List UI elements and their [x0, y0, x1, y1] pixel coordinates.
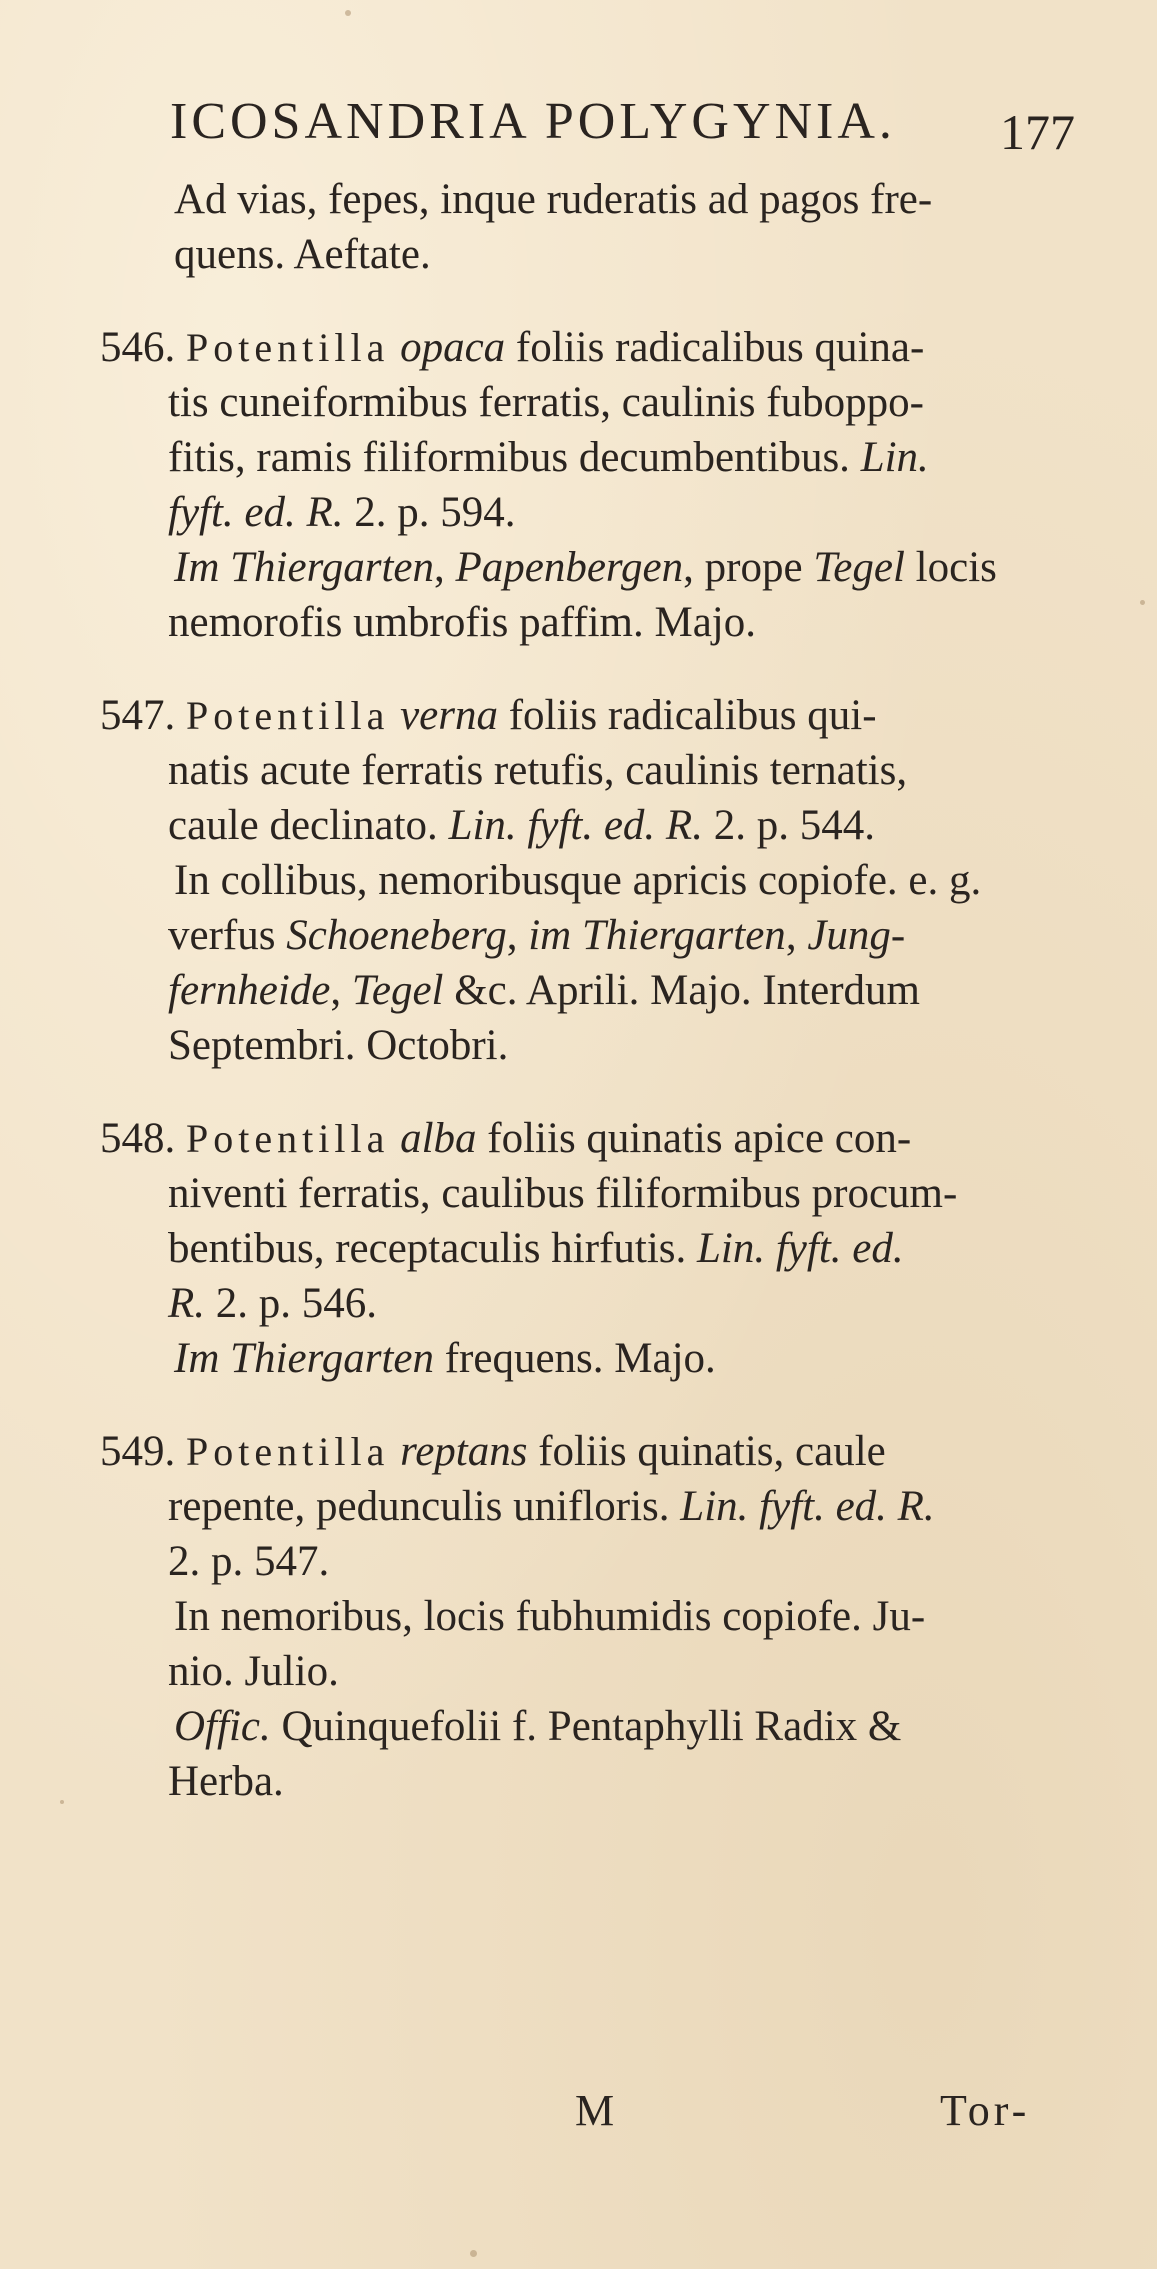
paper-speck	[60, 1800, 64, 1804]
reference-page: 2. p. 546.	[215, 1280, 378, 1327]
text-line: natis acute ferratis retufis, caulinis ternatis,	[168, 747, 908, 794]
genus-name: Potentilla	[186, 1429, 390, 1474]
catchword: Tor-	[940, 2086, 1031, 2135]
reference-text: fyft. ed. R.	[168, 489, 344, 536]
punctuation: ,	[433, 544, 456, 591]
locality-name: Papenbergen	[455, 544, 684, 591]
reference-text: Lin. fyft. ed.	[697, 1225, 904, 1272]
description-text: caule declinato.	[168, 802, 438, 849]
description-text: foliis radicalibus qui-	[508, 692, 877, 739]
punctuation: ,	[330, 967, 352, 1014]
locality-name: Tegel	[351, 967, 444, 1014]
text-line: quens. Aeftate.	[174, 231, 431, 278]
description-text: foliis quinatis, caule	[538, 1428, 886, 1475]
reference-page: 2. p. 594.	[354, 489, 516, 536]
species-name: opaca	[400, 324, 506, 371]
habitat-line: In nemoribus, locis fubhumidis copiofe. Ju-	[174, 1593, 926, 1640]
habitat-text: frequens. Majo.	[433, 1335, 716, 1382]
text-line: tis cuneiformibus ferratis, caulinis fuboppo-	[168, 379, 924, 426]
description-text: foliis radicalibus quina-	[515, 324, 925, 371]
genus-name: Potentilla	[186, 1116, 390, 1161]
species-name: alba	[400, 1115, 477, 1162]
description-text: foliis quinatis apice con-	[487, 1115, 912, 1162]
reference-text: Lin. fyft. ed. R.	[680, 1483, 935, 1530]
reference-page: 2. p. 544.	[713, 802, 875, 849]
running-title: ICOSANDRIA POLYGYNIA.	[170, 93, 896, 150]
locality-name: im Thiergarten	[528, 912, 786, 959]
page-body	[100, 172, 1090, 1809]
locality-name: fernheide	[168, 967, 331, 1014]
entry-547	[100, 688, 1090, 1073]
species-name: verna	[400, 692, 498, 739]
habitat-text: &c. Aprili. Majo. Interdum	[443, 967, 920, 1014]
paper-speck	[1140, 600, 1145, 605]
signature-mark: M	[575, 2086, 615, 2135]
text-line: Ad vias, fepes, inque ruderatis ad pagos fre-	[174, 176, 933, 223]
habitat-text: locis	[904, 544, 997, 591]
locality-name: Im Thiergarten	[174, 544, 434, 591]
habitat-line: In collibus, nemoribusque apricis copiofe. e. g.	[174, 857, 982, 904]
habitat-text: verfus	[168, 912, 287, 959]
reference-text: Lin. fyft. ed. R.	[448, 802, 703, 849]
entry-number: 548.	[100, 1115, 176, 1162]
reference-text: Lin.	[860, 434, 929, 481]
entry-546	[100, 320, 1090, 650]
offic-text: Herba.	[168, 1758, 284, 1805]
intro-paragraph	[100, 172, 1090, 282]
locality-name: Schoeneberg	[286, 912, 507, 959]
entry-number: 549.	[100, 1428, 176, 1475]
genus-name: Potentilla	[186, 325, 390, 370]
habitat-text: , prope	[683, 544, 814, 591]
offic-text: Quinquefolii f. Pentaphylli Radix &	[281, 1703, 902, 1750]
entry-number: 546.	[100, 324, 176, 371]
habitat-line: Septembri. Octobri.	[168, 1022, 509, 1069]
paper-speck	[470, 2250, 477, 2257]
locality-name: Tegel	[813, 544, 905, 591]
habitat-line: nio. Julio.	[168, 1648, 339, 1695]
punctuation: ,	[785, 912, 808, 959]
habitat-line: nemorofis umbrofis paffim. Majo.	[168, 599, 756, 646]
locality-name: Jung-	[807, 912, 906, 959]
entry-548	[100, 1111, 1090, 1386]
description-text: fitis, ramis filiformibus decumbentibus.	[168, 434, 850, 481]
description-text: repente, pedunculis unifloris.	[168, 1483, 670, 1530]
paper-speck	[345, 10, 351, 16]
description-text: bentibus, receptaculis hirfutis.	[168, 1225, 687, 1272]
entry-number: 547.	[100, 692, 176, 739]
text-line: niventi ferratis, caulibus filiformibus procum-	[168, 1170, 958, 1217]
page-number: 177	[1000, 104, 1075, 160]
reference-page: 2. p. 547.	[168, 1538, 330, 1585]
genus-name: Potentilla	[186, 693, 390, 738]
page-footer	[0, 2085, 1157, 2145]
offic-label: Offic.	[174, 1703, 271, 1750]
locality-name: Im Thiergarten	[174, 1335, 434, 1382]
reference-text: R.	[168, 1280, 206, 1327]
species-name: reptans	[400, 1428, 528, 1475]
punctuation: ,	[506, 912, 529, 959]
entry-549	[100, 1424, 1090, 1809]
running-header	[170, 92, 1075, 162]
